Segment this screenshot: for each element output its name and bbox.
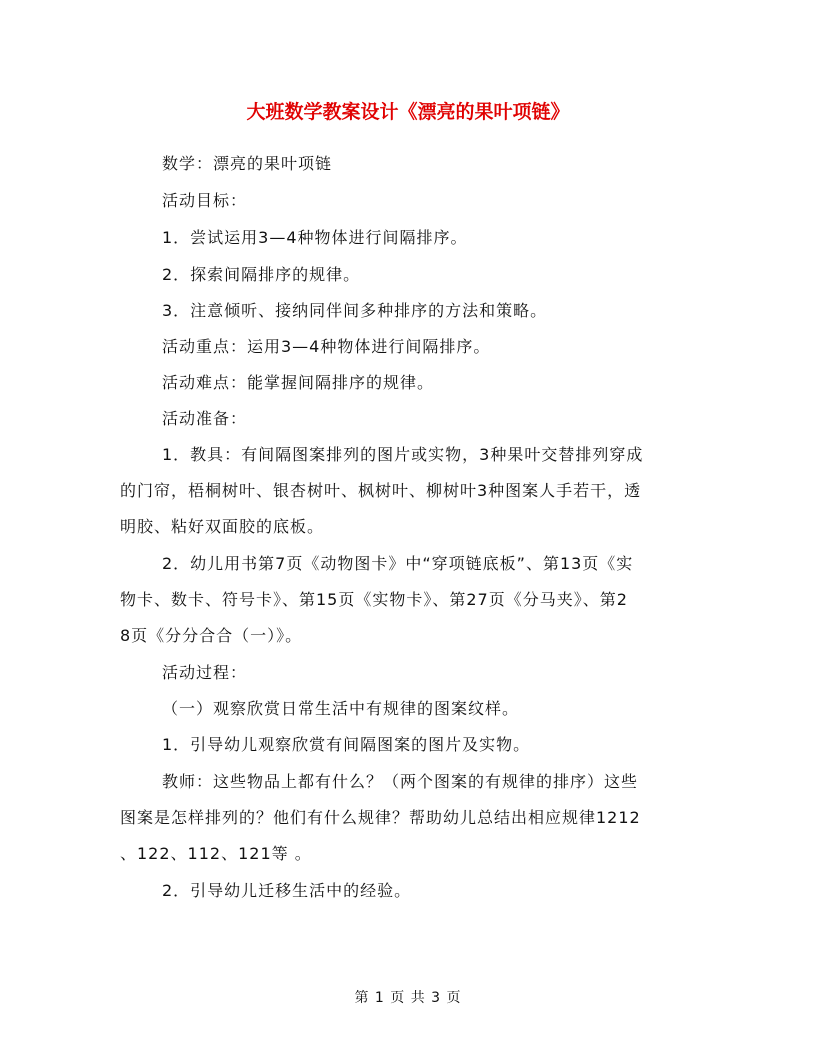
preparation-heading: 活动准备： [162,409,248,428]
preparation-item-2-line-3: 8页《分分合合（一）》。 [120,626,303,645]
preparation-item-2-line-2: 物卡、数卡、符号卡》、第15页《实物卡》、第27页《分马夹》、第2 [120,590,628,609]
process-step-1: 1．引导幼儿观察欣赏有间隔图案的图片及实物。 [162,735,531,754]
teacher-line-1: 教师：这些物品上都有什么？（两个图案的有规律的排序）这些 [162,772,639,791]
goal-item-2: 2．探索间隔排序的规律。 [162,265,361,284]
goal-item-3: 3．注意倾听、接纳同伴间多种排序的方法和策略。 [162,301,548,320]
page-number: 第 1 页 共 3 页 [354,990,462,1006]
goals-heading: 活动目标： [162,191,248,210]
document-title: 大班数学教案设计《漂亮的果叶项链》 [246,101,570,123]
preparation-item-1-line-3: 明胶、粘好双面胶的底板。 [120,517,325,536]
preparation-item-1-line-1: 1．教具：有间隔图案排列的图片或实物，3种果叶交替排列穿成 [162,445,644,464]
key-point-line: 活动重点：运用3—4种物体进行间隔排序。 [162,337,491,356]
teacher-line-2: 图案是怎样排列的？他们有什么规律？帮助幼儿总结出相应规律1212 [120,808,641,827]
process-section-1: （一）观察欣赏日常生活中有规律的图案纹样。 [162,699,520,718]
process-step-2: 2．引导幼儿迁移生活中的经验。 [162,881,412,900]
difficulty-line: 活动难点：能掌握间隔排序的规律。 [162,373,435,392]
preparation-item-1-line-2: 的门帘，梧桐树叶、银杏树叶、枫树叶、柳树叶3种图案人手若干，透 [120,481,642,500]
process-heading: 活动过程： [162,663,248,682]
subject-line: 数学：漂亮的果叶项链 [162,154,333,173]
preparation-item-2-line-1: 2．幼儿用书第7页《动物图卡》中“穿项链底板”、第13页《实 [162,554,634,573]
goal-item-1: 1．尝试运用3—4种物体进行间隔排序。 [162,228,468,247]
teacher-line-3: 、122、112、121等 。 [120,844,312,863]
